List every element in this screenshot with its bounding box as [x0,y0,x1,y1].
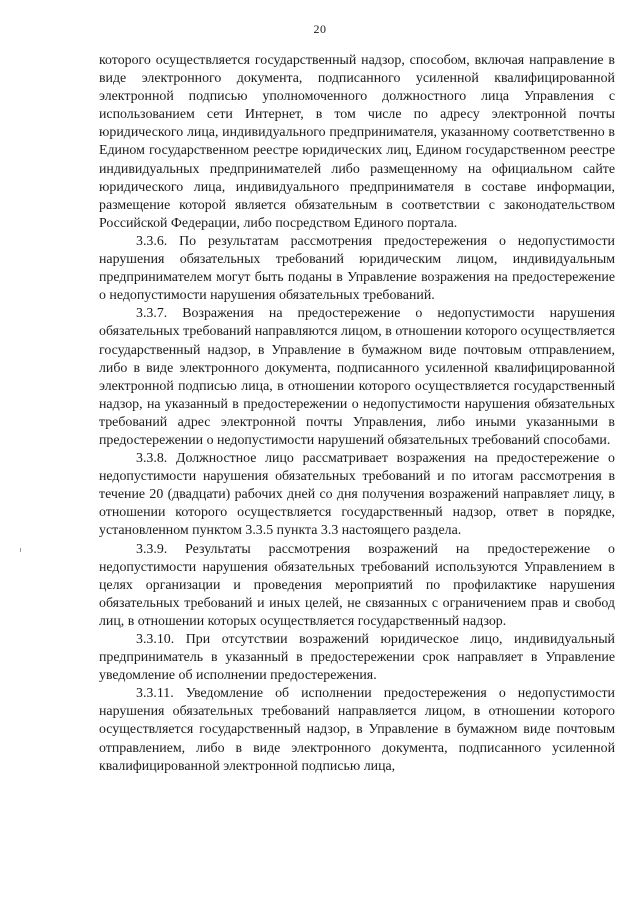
margin-mark [20,548,21,552]
paragraph-3-3-10: 3.3.10. При отсутствии возражений юридическое лицо, индивидуальный предприниматель в указанный в предостережении срок направляет в Управление уведомление об исполнении предостережения. [99,632,615,684]
paragraph-3-3-11: 3.3.11. Уведомление об исполнении предостережения о недопустимости нарушения обязательных требований направляется лицом, в отношении которого осуществляется государственный надзор, в Управление в бумажном виде почтовым отправлением, либо в виде электронного документа, подписанного усиленной квалифицированной электронной подписью лица, [99,686,615,774]
page-number: 20 [313,22,327,36]
paragraph-3-3-7: 3.3.7. Возражения на предостережение о недопустимости нарушения обязательных требований направляются лицом, в отношении которого осуществляется государственный надзор, в Управление в бумажном виде почтовым отправлением, либо в виде электронного документа, подписанного усиленной квалифицированной электронной подписью лица, в отношении которого осуществляется государственный надзор, на указанный в предостережении о недопустимости нарушения обязательных требований адрес электронной почты Управления, либо иными указанными в предостережении о недопустимости нарушений обязательных требований способами. [99,306,615,448]
paragraph-3-3-8: 3.3.8. Должностное лицо рассматривает возражения на предостережение о недопустимости нарушения обязательных требований и по итогам рассмотрения в течение 20 (двадцати) рабочих дней со дня получения возражений направляет лицу, в отношении которого осуществляется государственный надзор, ответ в порядке, установленном пунктом 3.3.5 пункта 3.3 настоящего раздела. [99,451,615,539]
paragraph-continuation: которого осуществляется государственный надзор, способом, включая направление в виде электронного документа, подписанного усиленной квалифицированной электронной подписью уполномоченного должностного лица Управления с использованием сети Интернет, в том числе по адресу электронной почты юридического лица, индивидуального предпринимателя, указанному соответственно в Едином государственном реестре юридических лиц, Едином государственном реестре индивидуальных предпринимателей либо размещенному на официальном сайте юридического лица, индивидуального предпринимателя в составе информации, размещение которой является обязательным в соответствии с законодательством Российской Федерации, либо посредством Единого портала. [99,53,615,231]
paragraph-3-3-6: 3.3.6. По результатам рассмотрения предостережения о недопустимости нарушения обязательных требований юридическим лицом, индивидуальным предпринимателем могут быть поданы в Управление возражения на предостережение о недопустимости нарушения обязательных требований. [99,233,615,304]
paragraph-3-3-9: 3.3.9. Результаты рассмотрения возражений на предостережение о недопустимости нарушения обязательных требований используются Управлением в целях организации и проведения мероприятий по профилактике нарушения обязательных требований и иных целей, не связанных с ограничением прав и свобод лиц, в отношении которых осуществляется государственный надзор. [99,541,615,629]
document-body [99,52,615,776]
